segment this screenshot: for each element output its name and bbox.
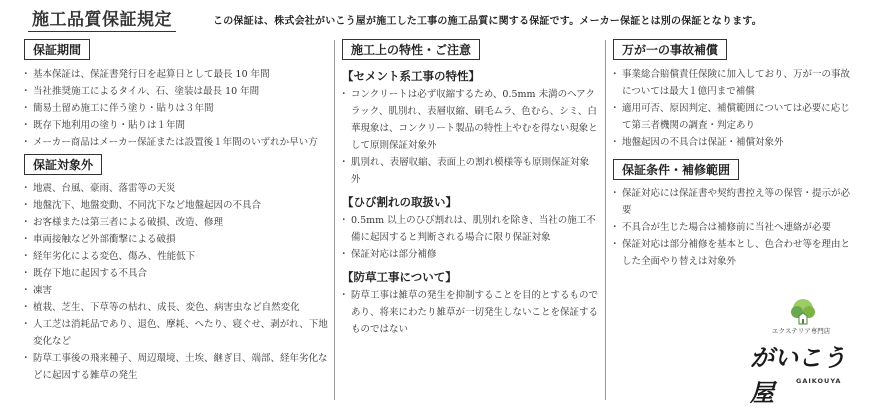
- section-title: 施工上の特性・ご注意: [342, 39, 480, 60]
- section-title: 保証対象外: [24, 154, 102, 175]
- section-title: 保証条件・補修範囲: [613, 159, 739, 180]
- list-item: ・ 経年劣化による変色、傷み、性能低下: [24, 248, 328, 265]
- list-item: ・ 既存下地利用の塗り・貼りは１年間: [24, 117, 328, 134]
- company-logo: [742, 296, 866, 407]
- logo-wordmark: がいこう屋: [750, 343, 846, 407]
- list-item: ・ 不具合が生じた場合は補修前に当社へ連絡が必要: [613, 219, 853, 236]
- section-title: 保証期間: [24, 39, 90, 60]
- list-item: ・ 簡易土留め施工に伴う塗り・貼りは３年間: [24, 100, 328, 117]
- list-item: ・ 適用可否、原因判定、補償範囲については必要に応じて第三者機関の調査・判定あり: [613, 100, 853, 134]
- sub-heading: 【セメント系工事の特性】: [342, 69, 480, 83]
- list-item: ・ 防草工事は雑草の発生を抑制することを目的とするものであり、将来にわたり雑草が一切発生しないことを保証するものではない: [342, 287, 598, 338]
- sub-heading: 【ひび割れの取扱い】: [342, 195, 457, 209]
- list-item: ・ 基本保証は、保証書発行日を起算日として最長 10 年間: [24, 66, 328, 83]
- list-item: ・ 地震、台風、豪雨、落雷等の天災: [24, 180, 328, 197]
- column-divider: [605, 40, 606, 400]
- logo-romaji: GAIKOUYA: [796, 377, 842, 385]
- list-item: ・ 事業総合賠償責任保険に加入しており、万が一の事故については最大１億円まで補償: [613, 66, 853, 100]
- list-item: ・ 既存下地に起因する不具合: [24, 265, 328, 282]
- list-item: ・ お客様または第三者による破損、改造、修理: [24, 214, 328, 231]
- list-item: ・ 地盤沈下、地盤変動、不同沈下など地盤起因の不具合: [24, 197, 328, 214]
- sub-heading: 【防草工事について】: [342, 270, 457, 284]
- logo-tagline: エクステリア専門店: [772, 327, 831, 335]
- house-tree-icon: [788, 298, 818, 326]
- list-item: ・ 当社推奨施工によるタイル、石、塗装は最長 10 年間: [24, 83, 328, 100]
- list-item: ・ 肌別れ、表層収縮、表面上の割れ模様等も原則保証対象外: [342, 154, 598, 188]
- list-item: ・ 人工芝は消耗品であり、退色、摩耗、へたり、寝ぐせ、剥がれ、下地変化など: [24, 316, 328, 350]
- column-left: [24, 39, 328, 384]
- list-item: ・ コンクリートは必ず収縮するため、0.5mm 未満のヘアクラック、肌別れ、表層収縮、刷毛ムラ、色むら、シミ、白華現象は、コンクリート製品の特性上やむを得ない現象として原則保証対象外: [342, 86, 598, 154]
- list-item: ・ 保証対応は部分補修: [342, 246, 598, 263]
- list-item: ・ 保証対応は部分補修を基本とし、色合わせ等を理由とした全面やり替えは対象外: [613, 236, 853, 270]
- column-middle: [342, 39, 598, 338]
- list-item: ・ 植栽、芝生、下草等の枯れ、成長、変色、病害虫など自然変化: [24, 299, 328, 316]
- list-item: ・ 地盤起因の不具合は保証・補償対象外: [613, 134, 853, 151]
- list-item: ・ 保証対応には保証書や契約書控え等の保管・提示が必要: [613, 185, 853, 219]
- list-item: ・ 凍害: [24, 282, 328, 299]
- list-item: ・ メーカー商品はメーカー保証または設置後１年間のいずれか早い方: [24, 134, 328, 151]
- section-title: 万が一の事故補償: [613, 39, 727, 60]
- section-exclusions: [24, 154, 328, 384]
- header: [0, 0, 872, 34]
- section-period: [24, 39, 328, 151]
- page-title: 施工品質保証規定: [28, 5, 176, 32]
- page-subtitle: この保証は、株式会社がいこう屋が施工した工事の施工品質に関する保証です。メーカー保証とは別の保証となります。: [213, 16, 762, 27]
- column-divider: [334, 40, 335, 400]
- list-item: ・ 0.5mm 以上のひび割れは、肌別れを除き、当社の施工不備に起因すると判断される場合に限り保証対象: [342, 212, 598, 246]
- list-item: ・ 車両接触など外部衝撃による破損: [24, 231, 328, 248]
- list-item: ・ 防草工事後の飛来種子、周辺環境、土埃、継ぎ目、端部、経年劣化などに起因する雑草の発生: [24, 350, 328, 384]
- column-right: [613, 39, 853, 270]
